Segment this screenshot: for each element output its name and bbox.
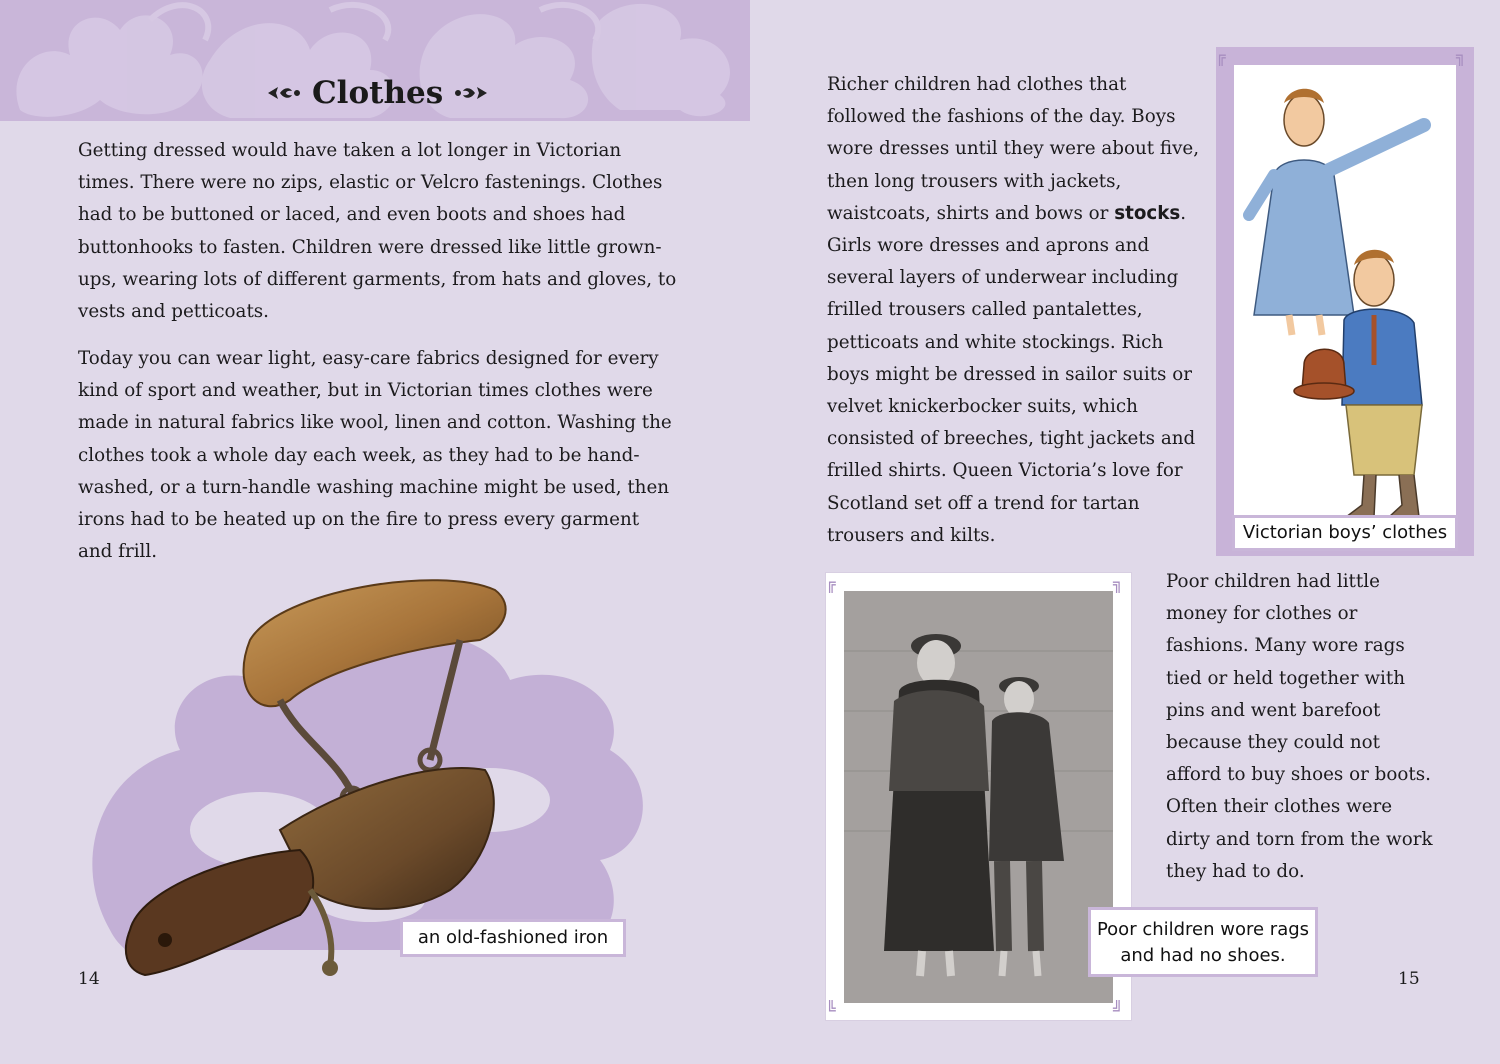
frame-corner-top-right-icon: ╗ <box>1113 574 1123 593</box>
page-title <box>266 70 489 116</box>
ornament-left-icon <box>266 83 302 103</box>
left-paragraph-1: Getting dressed would have taken a lot longer in Victorian times. There were no zips, elastic or Velcro fastenings. Clothes had to be buttoned or laced, and even boots and shoes had buttonhooks to fasten. Children were dressed like little grown-ups, wearing lots of different garments, from hats and gloves, to vests and petticoats. <box>78 140 677 323</box>
right-paragraph-2: Poor children had little money for clothes or fashions. Many wore rags tied or held together with pins and went barefoot because they could not afford to buy shoes or boots. Often their clothes were dirty and torn from the work they had to do. <box>1166 571 1433 882</box>
right-paragraph-1-end: . Girls wore dresses and aprons and several layers of underwear including frilled trousers called pantalettes, petticoats and white stockings. Rich boys might be dressed in sailor suits or velvet knickerbocker suits, which consisted of breeches, tight jackets and frilled shirts. Queen Victoria’s love for Scotland set off a trend for tartan trousers and kilts. <box>827 202 1196 546</box>
right-paragraph-1-start: Richer children had clothes that followed the fashions of the day. Boys wore dresses until they were about five, then long trousers with jackets, waistcoats, shirts and bows or <box>827 74 1200 224</box>
frame-corner-top-left-icon: ╔ <box>1216 47 1226 66</box>
caption-poor-line-2: and had no shoes. <box>1120 945 1286 966</box>
boys-illustration-panel <box>1234 65 1456 538</box>
page-title-text: Clothes <box>312 75 444 111</box>
frame-corner-bottom-right-icon: ╝ <box>1113 1000 1123 1019</box>
page-number-left: 14 <box>78 969 100 989</box>
frame-corner-bottom-left-icon: ╚ <box>826 1000 836 1019</box>
poor-children-photo <box>844 591 1113 1003</box>
caption-poor-children <box>1088 907 1318 977</box>
left-paragraph-2: Today you can wear light, easy-care fabrics designed for every kind of sport and weather, but in Victorian times clothes were made in natural fabrics like wool, linen and cotton. Washing the clothes took a whole day each week, as they had to be hand-washed, or a turn-handle washing machine might be used, then irons had to be heated up on the fire to press every garment and frill. <box>78 348 672 563</box>
boys-illustration-frame <box>1216 47 1474 556</box>
caption-iron: an old-fashioned iron <box>400 919 626 957</box>
right-paragraph-1 <box>827 69 1207 552</box>
frame-corner-top-right-icon: ╗ <box>1456 47 1466 66</box>
frame-corner-top-left-icon: ╔ <box>826 574 836 593</box>
page-number-right: 15 <box>1398 969 1420 989</box>
caption-boys: Victorian boys’ clothes <box>1232 515 1458 551</box>
glossary-term-stocks: stocks <box>1114 202 1181 224</box>
ornament-right-icon <box>453 83 489 103</box>
boys-clothes-illustration <box>1234 65 1456 538</box>
caption-poor-line-1: Poor children wore rags <box>1096 919 1310 940</box>
poor-children-photo-image <box>844 591 1113 1003</box>
